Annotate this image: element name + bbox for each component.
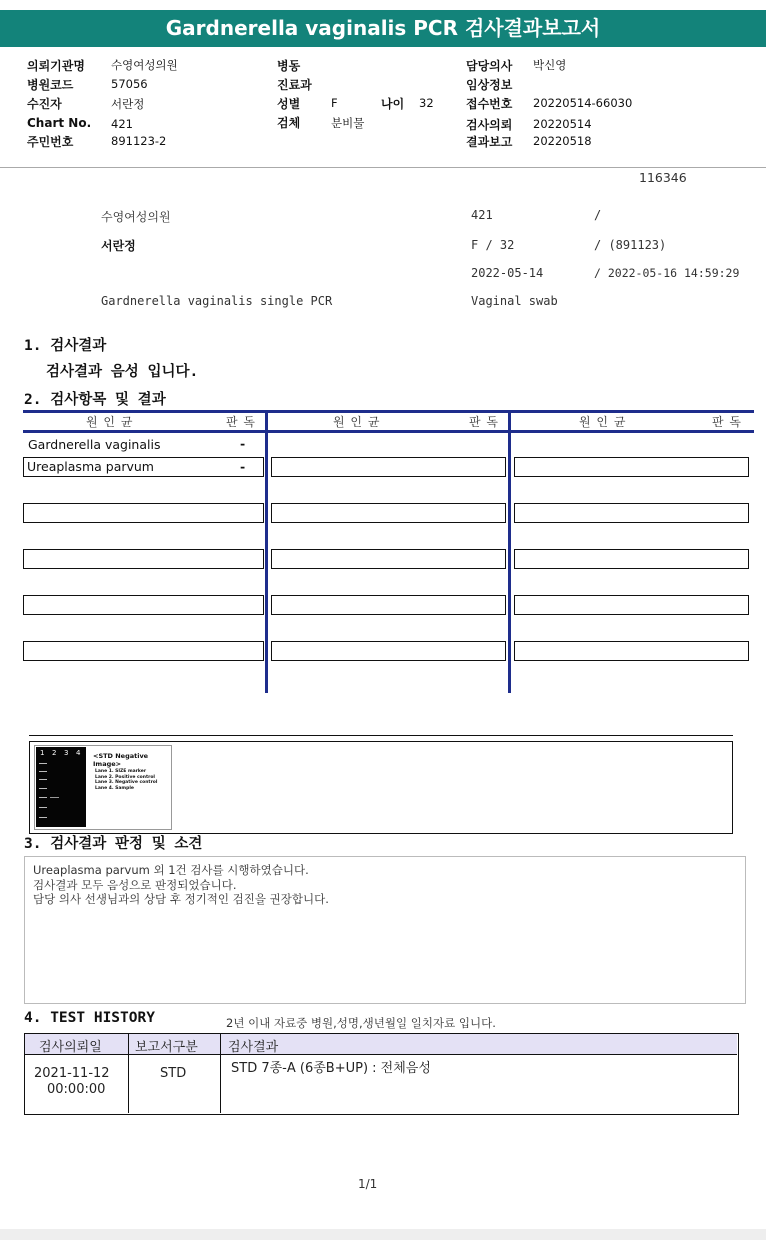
result-row-box: [23, 503, 264, 523]
gel-legend-item: Lane 2. Positive control: [95, 774, 155, 780]
result-row-box: [23, 595, 264, 615]
history-time: 00:00:00: [47, 1082, 106, 1097]
header-label: Chart No.: [27, 116, 92, 130]
history-col-divider: [128, 1034, 129, 1113]
history-header-result: 검사결과: [228, 1040, 279, 1055]
header-label: 수진자: [27, 97, 62, 111]
summary-specimen: Vaginal swab: [471, 294, 558, 308]
col-header-pathogen: 원 인 균: [86, 415, 134, 429]
section-3-title: 3. 검사결과 판정 및 소견: [24, 836, 203, 852]
header-label: 결과보고: [466, 135, 513, 149]
result-row-box: [23, 641, 264, 661]
summary-report-datetime: / 2022-05-16 14:59:29: [594, 266, 740, 280]
col-header-pathogen: 원 인 균: [579, 415, 627, 429]
comment-line: 담당 의사 선생님과의 상담 후 정기적인 검진을 권장합니다.: [33, 892, 329, 906]
col-header-result: 판 독: [226, 415, 256, 429]
header-label: 담당의사: [466, 59, 513, 73]
pathogen-result: -: [240, 459, 246, 474]
comment-box: [24, 856, 746, 1004]
header-label: 임상정보: [466, 78, 513, 92]
pathogen-name: Gardnerella vaginalis: [28, 437, 161, 452]
result-row-box: [271, 549, 506, 569]
section-2-title: 2. 검사항목 및 결과: [24, 392, 166, 408]
result-row-box: [514, 457, 749, 477]
header-value: 박신영: [533, 58, 567, 72]
header-value: 20220518: [533, 134, 592, 148]
header-label: 병원코드: [27, 78, 74, 92]
gel-legend-item: Lane 4. Sample: [95, 785, 134, 791]
section-1-result-text: 검사결과 음성 입니다.: [46, 364, 199, 380]
history-header-type: 보고서구분: [135, 1040, 198, 1055]
summary-name: 서란정: [101, 239, 136, 253]
section-1-title: 1. 검사결과: [24, 338, 107, 354]
header-label: 접수번호: [466, 97, 513, 111]
result-row-box: [514, 595, 749, 615]
lane-label: 3: [64, 749, 69, 757]
page-number: 1/1: [358, 1177, 378, 1191]
col-header-result: 판 독: [469, 415, 499, 429]
header-label: 진료과: [277, 78, 312, 92]
history-table: [24, 1033, 739, 1115]
header-divider: [0, 167, 766, 168]
result-row-box: [271, 503, 506, 523]
header-value: 20220514-66030: [533, 96, 633, 110]
gel-legend: [95, 769, 157, 791]
header-label: 주민번호: [27, 135, 74, 149]
gel-band: [39, 788, 47, 789]
result-row-box: [23, 549, 264, 569]
comment-line: 검사결과 모두 음성으로 판정되었습니다.: [33, 878, 237, 892]
result-row-box: [514, 641, 749, 661]
gel-band: [39, 807, 47, 808]
pathogen-name: Ureaplasma parvum: [27, 459, 154, 474]
header-label: 검사의뢰: [466, 118, 513, 132]
history-header-row: [25, 1034, 737, 1055]
summary-slash: /: [594, 208, 602, 222]
gel-band: [39, 797, 47, 798]
summary-chart-no: 421: [471, 208, 493, 222]
grid-header-border: [23, 430, 754, 433]
summary-birth: / (891123): [594, 238, 667, 252]
gel-legend-item: Lane 1. SIZE marker: [95, 769, 147, 774]
header-value: 서란정: [111, 97, 145, 111]
summary-test-name: Gardnerella vaginalis single PCR: [101, 294, 333, 308]
history-note: 2년 이내 자료중 병원,성명,생년월일 일치자료 입니다.: [226, 1016, 496, 1030]
report-title: Gardnerella vaginalis PCR 검사결과보고서: [0, 10, 766, 47]
history-col-divider: [220, 1034, 221, 1113]
header-value: F: [331, 96, 338, 110]
summary-sex-age: F / 32: [471, 238, 515, 252]
header-value: 891123-2: [111, 134, 167, 148]
gel-band: [39, 763, 47, 764]
result-row-box: [271, 595, 506, 615]
header-label: 의뢰기관명: [27, 59, 85, 73]
gel-image-panel: [34, 745, 172, 830]
header-value: 분비물: [331, 116, 365, 130]
header-value: 수영여성의원: [111, 58, 178, 72]
result-row-box: [514, 503, 749, 523]
col-header-pathogen: 원 인 균: [333, 415, 381, 429]
section-4-title: 4. TEST HISTORY: [24, 1010, 155, 1026]
header-value: 421: [111, 117, 133, 131]
image-divider: [29, 735, 733, 736]
gel-band: [39, 779, 47, 780]
grid-divider: [265, 410, 268, 693]
page-bottom-strip: [0, 1229, 766, 1240]
result-row-box: [23, 457, 264, 477]
grid-divider: [508, 410, 511, 693]
summary-clinic: 수영여성의원: [101, 210, 171, 224]
result-row-box: [271, 641, 506, 661]
gel-band: [50, 797, 59, 798]
gel-band: [39, 817, 47, 818]
summary-receipt-date: 2022-05-14: [471, 266, 544, 280]
comment-line: Ureaplasma parvum 외 1건 검사를 시행하였습니다.: [33, 863, 309, 877]
header-value: 32: [419, 96, 434, 110]
header-label: 나이: [381, 97, 405, 111]
history-result: STD 7종-A (6종B+UP) : 전체음성: [231, 1061, 431, 1076]
gel-band: [39, 771, 47, 772]
col-header-result: 판 독: [712, 415, 742, 429]
lane-label: 1: [40, 749, 45, 757]
report-number: 116346: [639, 170, 687, 185]
header-label: 성별: [277, 97, 301, 111]
header-label: 검체: [277, 116, 301, 130]
gel-image-frame: [29, 741, 733, 834]
gel-photo: [36, 747, 86, 827]
result-row-box: [514, 549, 749, 569]
gel-legend-item: Lane 3. Negative control: [95, 780, 158, 785]
lane-label: 2: [52, 749, 57, 757]
header-value: 57056: [111, 77, 148, 91]
history-type: STD: [160, 1066, 187, 1081]
gel-title: <STD Negative Image>: [93, 752, 149, 768]
result-row-box: [271, 457, 506, 477]
pathogen-result: -: [240, 436, 246, 451]
history-date: 2021-11-12: [34, 1066, 110, 1081]
lane-label: 4: [76, 749, 81, 757]
history-header-date: 검사의뢰일: [39, 1040, 102, 1055]
header-value: 20220514: [533, 117, 592, 131]
header-label: 병동: [277, 59, 301, 73]
